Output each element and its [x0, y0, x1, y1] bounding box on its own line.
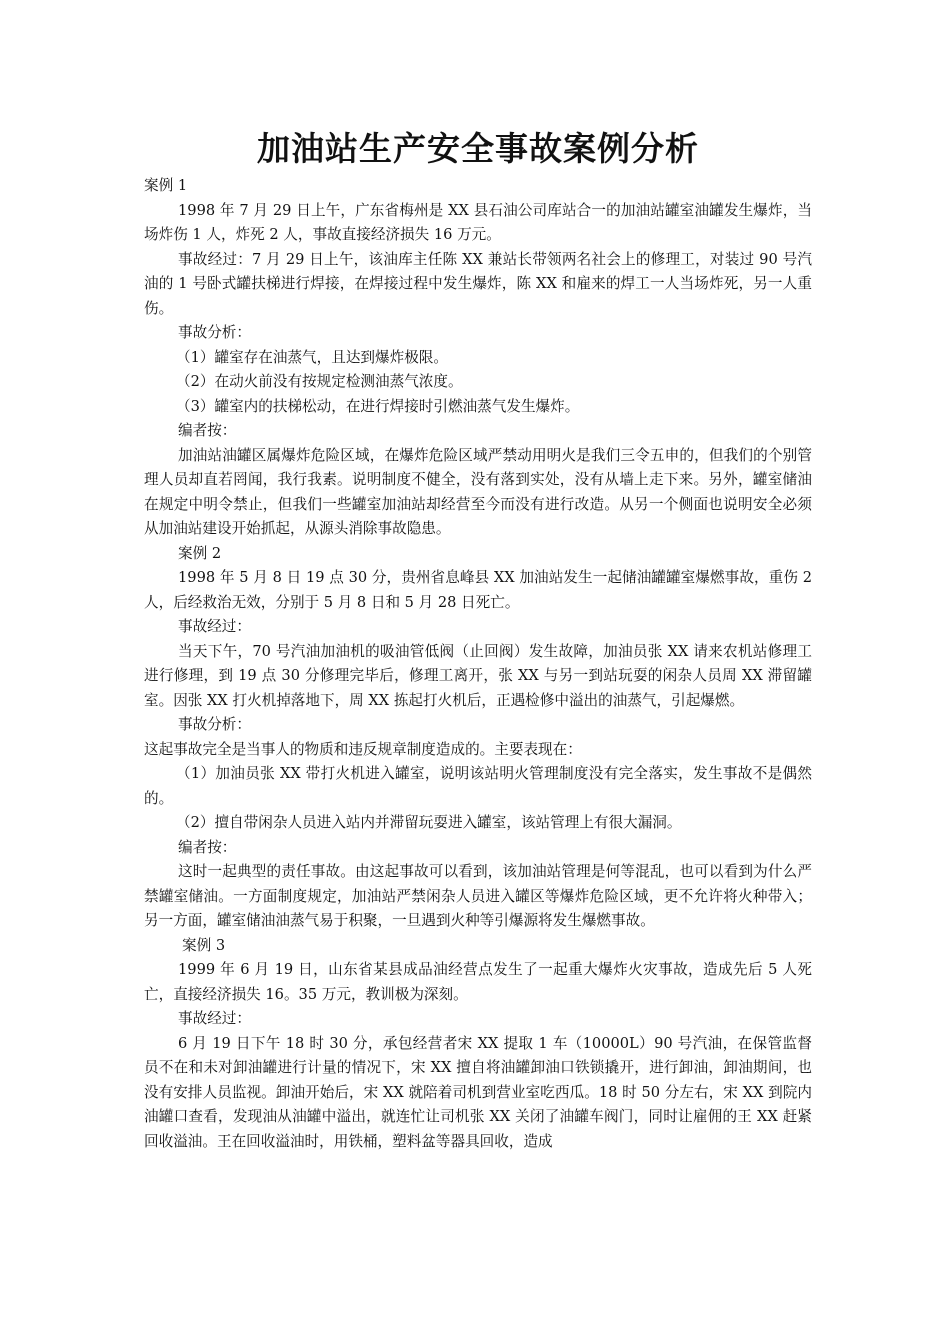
- paragraph: 案例 3: [182, 936, 226, 954]
- document-page: [144, 124, 812, 1154]
- paragraph: 事故经过：: [178, 618, 251, 635]
- paragraph: （2）擅自带闲杂人员进入站内并滞留玩耍进入罐室，该站管理上有很大漏洞。: [176, 814, 682, 831]
- paragraph: （1）加油员张 XX 带打火机进入罐室，说明该站明火管理制度没有完全落实，发生事故不是偶然的。: [144, 765, 812, 807]
- paragraph: 事故分析：: [178, 716, 251, 733]
- paragraph: 事故经过：7 月 29 日上午，该油库主任陈 XX 兼站长带领两名社会上的修理工，对装过 90 号汽油的 1 号卧式罐扶梯进行焊接，在焊接过程中发生爆炸，陈 XX 和雇来的焊工一人当场炸死，另一人重伤。: [144, 250, 812, 317]
- paragraph: 案例 2: [178, 544, 222, 562]
- paragraph: 加油站油罐区属爆炸危险区域，在爆炸危险区域严禁动用明火是我们三令五申的，但我们的个别管理人员却直若罔闻，我行我素。说明制度不健全，没有落到实处，没有从墙上走下来。另外，罐室储油在规定中明令禁止，但我们一些罐室加油站却经营至今而没有进行改造。从另一个侧面也说明安全必须从加油站建设开始抓起，从源头消除事故隐患。: [144, 446, 812, 537]
- paragraph: 这时一起典型的责任事故。由这起事故可以看到，该加油站管理是何等混乱，也可以看到为什么严禁罐室储油。一方面制度规定，加油站严禁闲杂人员进入罐区等爆炸危险区域，更不允许将火种带入；另一方面，罐室储油油蒸气易于积聚，一旦遇到火种等引爆源将发生爆燃事故。: [144, 863, 812, 929]
- paragraph: 案例 1: [144, 177, 188, 194]
- document-body: [144, 174, 812, 1154]
- paragraph: 编者按：: [178, 838, 237, 856]
- paragraph: 事故分析：: [178, 324, 251, 341]
- document-title: 加油站生产安全事故案例分析: [257, 129, 699, 168]
- paragraph: 1998 年 7 月 29 日上午，广东省梅州是 XX 县石油公司库站合一的加油站罐室油罐发生爆炸，当场炸伤 1 人，炸死 2 人，事故直接经济损失 16 万元。: [144, 201, 812, 243]
- paragraph: （3）罐室内的扶梯松动，在进行焊接时引燃油蒸气发生爆炸。: [176, 397, 580, 415]
- paragraph: 6 月 19 日下午 18 时 30 分，承包经营者宋 XX 提取 1 车（10000L）90 号汽油，在保管监督员不在和未对卸油罐进行计量的情况下，宋 XX 擅自将油罐卸油口铁锁撬开，进行卸油，卸油期间，也没有安排人员监视。卸油开始后，宋 XX 就陪着司机到营业室吃西瓜。18 时 50 分左右，宋 XX 到院内油罐口查看，发现油从油罐中溢出，就连忙让司机张 XX 关闭了油罐车阀门，同时让雇佣的王 XX 赶紧回收溢油。王在回收溢油时，用铁桶，塑料盆等器具回收，造成: [144, 1034, 812, 1150]
- paragraph: （1）罐室存在油蒸气，且达到爆炸极限。: [176, 348, 448, 366]
- paragraph: 1999 年 6 月 19 日，山东省某县成品油经营点发生了一起重大爆炸火灾事故，造成先后 5 人死亡，直接经济损失 16。35 万元，教训极为深刻。: [144, 961, 812, 1003]
- paragraph: 事故经过：: [178, 1010, 251, 1027]
- paragraph: 这起事故完全是当事人的物质和违反规章制度造成的。主要表现在：: [144, 740, 582, 758]
- paragraph: 当天下午，70 号汽油加油机的吸油管低阀（止回阀）发生故障，加油员张 XX 请来农机站修理工进行修理，到 19 点 30 分修理完毕后，修理工离开，张 XX 与另一到站玩耍的闲杂人员周 XX 滞留罐室。因张 XX 打火机掉落地下，周 XX 拣起打火机后，正遇检修中溢出的油蒸气，引起爆燃。: [144, 642, 812, 709]
- paragraph: 编者按：: [178, 422, 237, 439]
- paragraph: （2）在动火前没有按规定检测油蒸气浓度。: [176, 373, 463, 390]
- paragraph: 1998 年 5 月 8 日 19 点 30 分，贵州省息峰县 XX 加油站发生一起储油罐罐室爆燃事故，重伤 2 人，后经救治无效，分别于 5 月 8 日和 5 月 28 日死亡。: [144, 569, 812, 611]
